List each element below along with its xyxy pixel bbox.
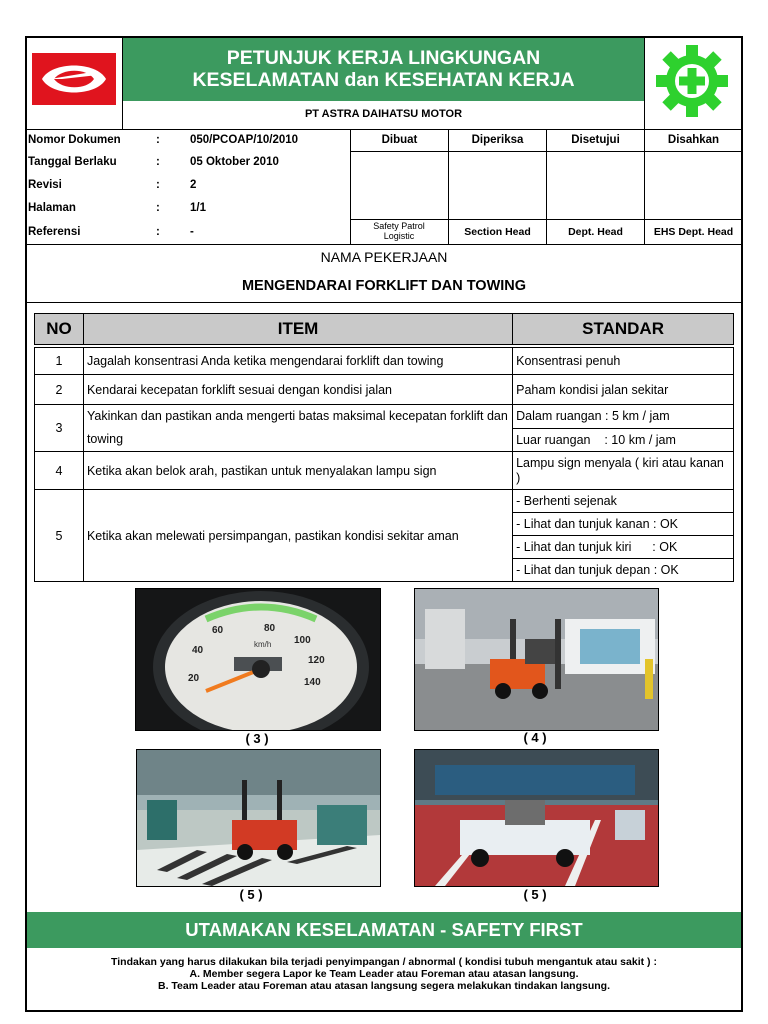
doc-sep: : <box>156 202 160 214</box>
safety-gear-icon <box>652 45 732 117</box>
row-no: 2 <box>35 375 84 405</box>
table-row <box>35 375 734 405</box>
approval-role-ehs-head: EHS Dept. Head <box>653 226 734 238</box>
doc-sep: : <box>156 179 160 191</box>
row-standar: Paham kondisi jalan sekitar <box>513 375 734 405</box>
row-no: 1 <box>35 348 84 375</box>
speedo-tick: 80 <box>264 623 276 634</box>
doc-sep: : <box>156 134 160 146</box>
speedo-tick: 20 <box>188 673 200 684</box>
photo-caption: ( 4 ) <box>523 730 547 745</box>
row-standar: - Lihat dan tunjuk depan : OK <box>513 559 734 582</box>
doc-label: Nomor Dokumen <box>28 134 121 146</box>
row-item: Ketika akan melewati persimpangan, pastikan kondisi sekitar aman <box>83 490 512 582</box>
approval-header-dibuat: Dibuat <box>381 134 418 146</box>
row-standar: Luar ruangan : 10 km / jam <box>513 428 734 452</box>
photo-caption: ( 3 ) <box>245 731 269 746</box>
row-no: 3 <box>35 405 84 452</box>
speedo-unit: km/h <box>254 640 272 649</box>
row-no: 5 <box>35 490 84 582</box>
approval-role-dept-head: Dept. Head <box>568 226 623 238</box>
row-item: Kendarai kecepatan forklift sesuai dengan kondisi jalan <box>83 375 512 405</box>
table-row <box>35 405 734 429</box>
forklift-crossing-photo <box>136 749 381 887</box>
row-item: Ketika akan belok arah, pastikan untuk menyalakan lampu sign <box>83 452 512 490</box>
row-item: Jagalah konsentrasi Anda ketika mengendarai forklift dan towing <box>83 348 512 375</box>
photo-caption: ( 5 ) <box>523 887 547 902</box>
safety-first-banner <box>27 912 741 948</box>
doc-value: 05 Oktober 2010 <box>190 156 279 168</box>
doc-sep: : <box>156 226 160 238</box>
title-block <box>123 38 644 101</box>
row-standar: - Lihat dan tunjuk kanan : OK <box>513 513 734 536</box>
table-row <box>35 348 734 375</box>
speedo-tick: 40 <box>192 645 204 656</box>
safety-first-text: UTAMAKAN KESELAMATAN - SAFETY FIRST <box>185 919 583 940</box>
speedo-tick: 120 <box>308 655 325 666</box>
doc-value: 050/PCOAP/10/2010 <box>190 134 299 146</box>
photo-caption: ( 5 ) <box>239 887 263 902</box>
approval-role-section-head: Section Head <box>464 226 531 238</box>
table-row <box>35 452 734 490</box>
col-header-item: ITEM <box>83 314 512 345</box>
doc-label: Tanggal Berlaku <box>28 156 117 168</box>
row-no: 4 <box>35 452 84 490</box>
row-standar: Konsentrasi penuh <box>513 348 734 375</box>
job-label: NAMA PEKERJAAN <box>320 249 448 265</box>
speedo-tick: 140 <box>304 677 321 688</box>
doc-label: Revisi <box>28 179 62 191</box>
speedo-tick: 100 <box>294 635 311 646</box>
col-header-standar: STANDAR <box>513 314 734 345</box>
approval-header-diperiksa: Diperiksa <box>471 134 524 146</box>
doc-label: Referensi <box>28 226 81 238</box>
doc-value: 1/1 <box>190 202 206 214</box>
row-standar: Lampu sign menyala ( kiri atau kanan ) <box>513 452 734 490</box>
row-item: Yakinkan dan pastikan anda mengerti batas maksimal kecepatan forklift dan towing <box>83 405 512 452</box>
footer-note <box>27 956 741 992</box>
table-header-row <box>35 314 734 345</box>
table-row <box>35 490 734 513</box>
row-standar: - Lihat dan tunjuk kiri : OK <box>513 536 734 559</box>
doc-value: 2 <box>190 179 197 191</box>
doc-value: - <box>190 226 194 238</box>
col-header-no: NO <box>35 314 84 345</box>
row-standar: Dalam ruangan : 5 km / jam <box>513 405 734 429</box>
doc-sep: : <box>156 156 160 168</box>
speedo-tick: 60 <box>212 625 224 636</box>
footer-line-2: A. Member segera Lapor ke Team Leader atau Foreman atau atasan langsung. <box>189 968 579 980</box>
footer-line-3: B. Team Leader atau Foreman atau atasan langsung segera melakukan tindakan langsung. <box>157 980 611 992</box>
speedometer-photo <box>135 588 381 731</box>
approval-header-disahkan: Disahkan <box>667 134 720 146</box>
daihatsu-logo-icon <box>32 53 116 105</box>
job-name: MENGENDARAI FORKLIFT DAN TOWING <box>241 278 527 294</box>
company-name: PT ASTRA DAIHATSU MOTOR <box>304 108 463 120</box>
doc-label: Halaman <box>28 202 76 214</box>
work-instruction-table <box>34 313 734 582</box>
title-line-2: KESELAMATAN dan KESEHATAN KERJA <box>192 69 575 91</box>
towing-tractor-photo <box>414 749 659 887</box>
approval-header-disetujui: Disetujui <box>571 134 620 146</box>
footer-line-1: Tindakan yang harus dilakukan bila terjadi penyimpangan / abnormal ( kondisi tubuh mengantuk atau sakit ) : <box>111 956 657 968</box>
approval-role-safety-patrol: Safety Patrol Logistic <box>373 221 425 241</box>
row-standar: - Berhenti sejenak <box>513 490 734 513</box>
company-logo <box>32 53 116 105</box>
forklift-indoor-photo <box>414 588 659 731</box>
title-line-1: PETUNJUK KERJA LINGKUNGAN <box>226 47 541 69</box>
